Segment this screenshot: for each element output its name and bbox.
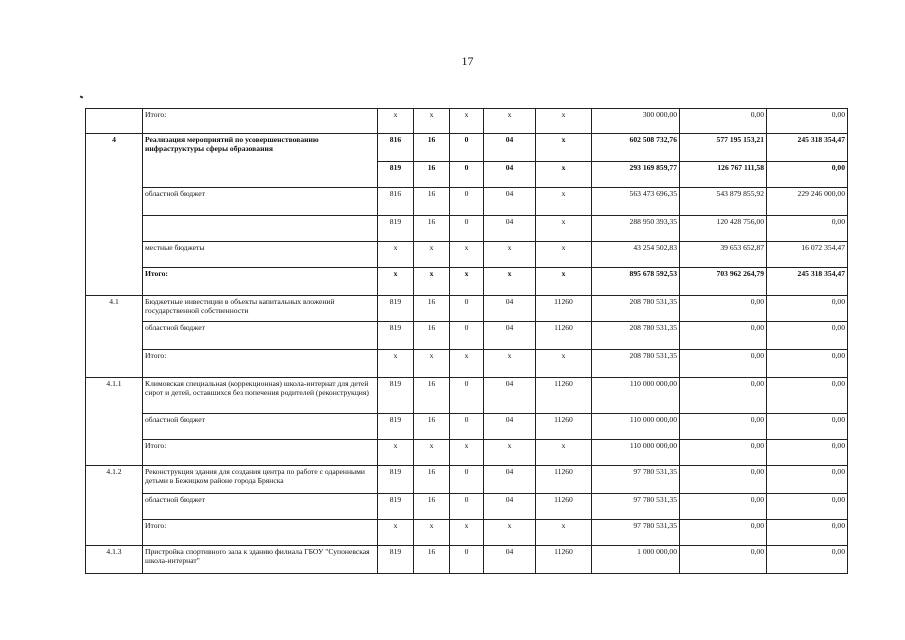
code-direction: х: [536, 268, 592, 296]
table-row: [86, 188, 848, 216]
code-direction: х: [536, 216, 592, 242]
amount-year-1: 602 508 732,76: [592, 134, 680, 162]
code-program: 16: [414, 414, 450, 440]
amount-year-2: 39 653 652,87: [680, 242, 767, 268]
code-program: х: [414, 350, 450, 378]
code-program: х: [414, 520, 450, 546]
code-subprogram: 0: [450, 466, 484, 494]
page-number: 17: [461, 54, 474, 68]
amount-year-1: 300 000,00: [592, 109, 680, 134]
code-subprogram: 0: [450, 546, 484, 574]
table-row: [86, 414, 848, 440]
code-ministry: х: [378, 440, 414, 466]
code-ministry: 819: [378, 414, 414, 440]
code-ministry: 819: [378, 494, 414, 520]
table-row: [86, 109, 848, 134]
code-program: 16: [414, 546, 450, 574]
code-event: х: [484, 350, 536, 378]
code-subprogram: 0: [450, 162, 484, 188]
amount-year-1: 293 169 859,77: [592, 162, 680, 188]
row-number: 4.1.3: [86, 546, 143, 574]
code-subprogram: х: [450, 109, 484, 134]
row-description: [143, 216, 378, 242]
amount-year-3: 0,00: [767, 162, 848, 188]
code-event: 04: [484, 414, 536, 440]
amount-year-2: 0,00: [680, 546, 767, 574]
amount-year-2: 0,00: [680, 494, 767, 520]
row-description: областной бюджет: [143, 414, 378, 440]
amount-year-2: 703 962 264,79: [680, 268, 767, 296]
table-row: [86, 242, 848, 268]
code-direction: 11260: [536, 494, 592, 520]
amount-year-2: 126 767 111,58: [680, 162, 767, 188]
amount-year-2: 0,00: [680, 520, 767, 546]
code-direction: х: [536, 350, 592, 378]
code-direction: х: [536, 162, 592, 188]
row-description: Итого:: [143, 350, 378, 378]
code-ministry: х: [378, 520, 414, 546]
row-number: 4.1.1: [86, 378, 143, 414]
code-direction: 11260: [536, 322, 592, 350]
table-row: [86, 268, 848, 296]
code-program: 16: [414, 296, 450, 322]
table-row: [86, 440, 848, 466]
code-event: 04: [484, 546, 536, 574]
amount-year-2: 577 195 153,21: [680, 134, 767, 162]
amount-year-1: 208 780 531,35: [592, 350, 680, 378]
amount-year-1: 110 000 000,00: [592, 414, 680, 440]
code-subprogram: 0: [450, 322, 484, 350]
amount-year-3: 0,00: [767, 466, 848, 494]
code-ministry: х: [378, 350, 414, 378]
row-number: 4.1.2: [86, 466, 143, 494]
amount-year-1: 288 950 393,35: [592, 216, 680, 242]
code-program: 16: [414, 322, 450, 350]
code-event: 04: [484, 216, 536, 242]
code-subprogram: 0: [450, 414, 484, 440]
code-direction: 11260: [536, 466, 592, 494]
row-description: Реконструкция здания для создания центра по работе с одаренными детьми в Бежицком районе города Брянска: [143, 466, 378, 494]
table-row: [86, 134, 848, 162]
code-program: 16: [414, 134, 450, 162]
code-direction: х: [536, 188, 592, 216]
code-ministry: х: [378, 242, 414, 268]
code-ministry: 819: [378, 322, 414, 350]
code-event: 04: [484, 466, 536, 494]
amount-year-1: 208 780 531,35: [592, 322, 680, 350]
row-number: [86, 242, 143, 268]
code-direction: х: [536, 440, 592, 466]
row-number: [86, 188, 143, 216]
row-number: [86, 520, 143, 546]
code-program: х: [414, 268, 450, 296]
amount-year-1: 43 254 502,83: [592, 242, 680, 268]
amount-year-2: 0,00: [680, 440, 767, 466]
code-ministry: 819: [378, 216, 414, 242]
code-ministry: 819: [378, 162, 414, 188]
code-direction: 11260: [536, 296, 592, 322]
code-event: 04: [484, 134, 536, 162]
code-direction: х: [536, 109, 592, 134]
code-ministry: 819: [378, 296, 414, 322]
code-program: 16: [414, 494, 450, 520]
amount-year-2: 0,00: [680, 296, 767, 322]
code-direction: 11260: [536, 414, 592, 440]
code-ministry: 816: [378, 188, 414, 216]
code-subprogram: 0: [450, 188, 484, 216]
code-subprogram: 0: [450, 494, 484, 520]
amount-year-2: 0,00: [680, 414, 767, 440]
code-subprogram: х: [450, 268, 484, 296]
code-program: х: [414, 109, 450, 134]
row-number: [86, 109, 143, 134]
amount-year-3: 0,00: [767, 296, 848, 322]
code-program: х: [414, 242, 450, 268]
code-subprogram: х: [450, 440, 484, 466]
amount-year-1: 110 000 000,00: [592, 440, 680, 466]
row-number: [86, 322, 143, 350]
amount-year-3: 0,00: [767, 378, 848, 414]
table-row: [86, 494, 848, 520]
amount-year-2: 0,00: [680, 350, 767, 378]
amount-year-3: 0,00: [767, 494, 848, 520]
amount-year-3: 245 318 354,47: [767, 134, 848, 162]
row-number: [86, 216, 143, 242]
code-direction: х: [536, 134, 592, 162]
row-number: 4.1: [86, 296, 143, 322]
code-event: 04: [484, 162, 536, 188]
code-subprogram: 0: [450, 378, 484, 414]
amount-year-1: 97 780 531,35: [592, 466, 680, 494]
amount-year-3: 0,00: [767, 440, 848, 466]
table-row: [86, 466, 848, 494]
amount-year-3: 0,00: [767, 350, 848, 378]
amount-year-3: 16 072 354,47: [767, 242, 848, 268]
code-event: 04: [484, 322, 536, 350]
code-program: х: [414, 440, 450, 466]
amount-year-3: 0,00: [767, 520, 848, 546]
amount-year-3: 0,00: [767, 109, 848, 134]
amount-year-1: 97 780 531,35: [592, 520, 680, 546]
amount-year-3: 229 246 000,00: [767, 188, 848, 216]
amount-year-2: 120 428 756,00: [680, 216, 767, 242]
code-program: 16: [414, 188, 450, 216]
amount-year-2: 0,00: [680, 109, 767, 134]
table-row: [86, 216, 848, 242]
code-ministry: 819: [378, 378, 414, 414]
code-direction: 11260: [536, 546, 592, 574]
code-ministry: х: [378, 268, 414, 296]
row-description: Итого:: [143, 520, 378, 546]
amount-year-1: 1 000 000,00: [592, 546, 680, 574]
row-description: областной бюджет: [143, 188, 378, 216]
row-number: [86, 350, 143, 378]
code-program: 16: [414, 216, 450, 242]
code-direction: 11260: [536, 378, 592, 414]
code-subprogram: 0: [450, 296, 484, 322]
amount-year-1: 110 000 000,00: [592, 378, 680, 414]
row-number: 4: [86, 134, 143, 162]
row-number: [86, 162, 143, 188]
code-event: 04: [484, 296, 536, 322]
row-number: [86, 268, 143, 296]
amount-year-3: 0,00: [767, 546, 848, 574]
table-row: [86, 378, 848, 414]
code-event: х: [484, 440, 536, 466]
row-description: Климовская специальная (коррекционная) школа-интернат для детей сирот и детей, оставшихся без попечения родителей (реконструкция): [143, 378, 378, 414]
code-ministry: 816: [378, 134, 414, 162]
amount-year-2: 543 879 855,92: [680, 188, 767, 216]
code-subprogram: 0: [450, 134, 484, 162]
row-number: [86, 414, 143, 440]
code-direction: х: [536, 520, 592, 546]
code-event: х: [484, 520, 536, 546]
row-description: Бюджетные инвестиции в объекты капитальных вложений государственной собственности: [143, 296, 378, 322]
code-program: 16: [414, 466, 450, 494]
row-number: [86, 440, 143, 466]
budget-table: [85, 108, 848, 574]
table-row: [86, 322, 848, 350]
code-direction: х: [536, 242, 592, 268]
code-program: 16: [414, 378, 450, 414]
amount-year-3: 0,00: [767, 216, 848, 242]
table-row: [86, 350, 848, 378]
code-event: 04: [484, 188, 536, 216]
amount-year-3: 0,00: [767, 414, 848, 440]
scan-speck: [80, 96, 84, 99]
code-ministry: 819: [378, 466, 414, 494]
code-subprogram: 0: [450, 216, 484, 242]
row-description: Итого:: [143, 268, 378, 296]
row-description: Итого:: [143, 440, 378, 466]
amount-year-3: 245 318 354,47: [767, 268, 848, 296]
amount-year-2: 0,00: [680, 322, 767, 350]
amount-year-1: 208 780 531,35: [592, 296, 680, 322]
code-subprogram: х: [450, 350, 484, 378]
code-subprogram: х: [450, 242, 484, 268]
row-description: Пристройка спортивного зала к зданию филиала ГБОУ "Супоневская школа-интернат": [143, 546, 378, 574]
row-description: местные бюджеты: [143, 242, 378, 268]
row-description: областной бюджет: [143, 494, 378, 520]
row-number: [86, 494, 143, 520]
amount-year-3: 0,00: [767, 322, 848, 350]
amount-year-1: 97 780 531,35: [592, 494, 680, 520]
code-ministry: 819: [378, 546, 414, 574]
code-ministry: х: [378, 109, 414, 134]
amount-year-2: 0,00: [680, 466, 767, 494]
row-description: Итого:: [143, 109, 378, 134]
code-event: 04: [484, 494, 536, 520]
amount-year-1: 563 473 696,35: [592, 188, 680, 216]
code-subprogram: х: [450, 520, 484, 546]
code-event: х: [484, 268, 536, 296]
amount-year-2: 0,00: [680, 378, 767, 414]
code-event: х: [484, 109, 536, 134]
table-row: [86, 296, 848, 322]
table-row: [86, 546, 848, 574]
table-row: [86, 520, 848, 546]
amount-year-1: 895 678 592,53: [592, 268, 680, 296]
row-description: Реализация мероприятий по усовершенствованию инфраструктуры сферы образования: [143, 134, 378, 188]
code-event: х: [484, 242, 536, 268]
code-event: 04: [484, 378, 536, 414]
row-description: областной бюджет: [143, 322, 378, 350]
code-program: 16: [414, 162, 450, 188]
